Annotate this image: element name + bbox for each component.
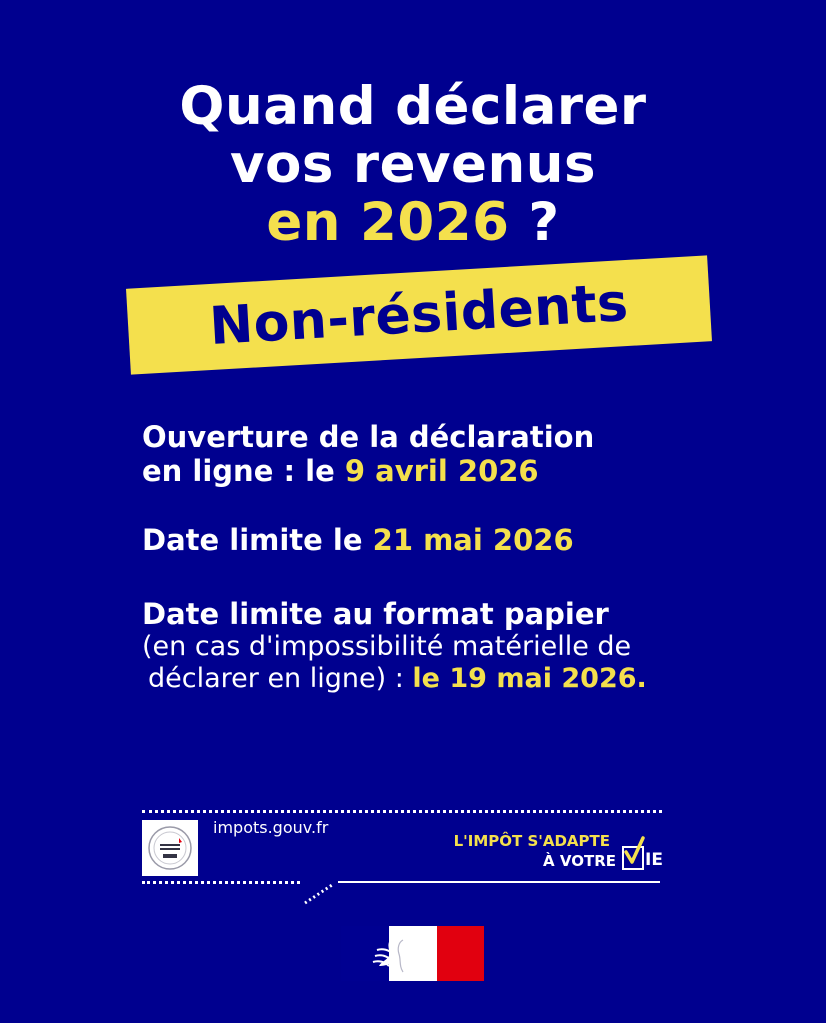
slogan-line-1: L'IMPÔT S'ADAPTE <box>453 832 610 850</box>
paper-date: le 19 mai 2026. <box>412 663 647 694</box>
website-link[interactable]: impots.gouv.fr <box>213 818 329 837</box>
headline-question-mark: ? <box>509 192 560 253</box>
deadline-info <box>142 523 702 557</box>
footer-dotted-connector <box>302 882 336 906</box>
deadline-prefix: Date limite le <box>142 523 373 557</box>
label-services-publics-icon <box>142 820 198 876</box>
headline-year: en 2026 <box>266 192 510 253</box>
flag-red-band <box>437 926 484 981</box>
slogan-line-2: À VOTRE <box>543 852 616 870</box>
label-badge-svg <box>146 824 194 872</box>
paper-line-3 <box>142 663 702 695</box>
opening-line-1: Ouverture de la déclaration <box>142 420 595 454</box>
opening-date: 9 avril 2026 <box>344 454 539 488</box>
paper-deadline-info <box>142 597 702 695</box>
headline-line-2: vos revenus <box>229 134 597 195</box>
slogan-vie <box>622 846 663 870</box>
footer-dotted-divider-bottom <box>142 881 300 884</box>
opening-info <box>142 420 702 488</box>
republique-francaise-logo <box>341 926 484 981</box>
opening-prefix: en ligne : le <box>142 454 345 488</box>
non-residents-banner: Non-résidents <box>207 272 631 358</box>
paper-line-1: Date limite au format papier <box>142 597 609 631</box>
marianne-logo <box>369 926 417 981</box>
flag-white-band <box>389 926 437 981</box>
vie-rest: IE <box>645 850 663 870</box>
deadline-date: 21 mai 2026 <box>372 523 574 557</box>
vie-checkbox <box>622 846 644 870</box>
paper-prefix: déclarer en ligne) : <box>148 663 413 694</box>
headline-line-3 <box>0 194 826 252</box>
footer-dotted-divider-top <box>142 810 662 813</box>
headline-line-1: Quand déclarer <box>179 76 647 137</box>
checkmark-icon <box>622 836 646 866</box>
paper-line-2: (en cas d'impossibilité matérielle de <box>142 631 632 662</box>
footer-solid-divider <box>338 881 660 883</box>
opening-line-2 <box>142 454 702 488</box>
headline <box>0 78 826 252</box>
